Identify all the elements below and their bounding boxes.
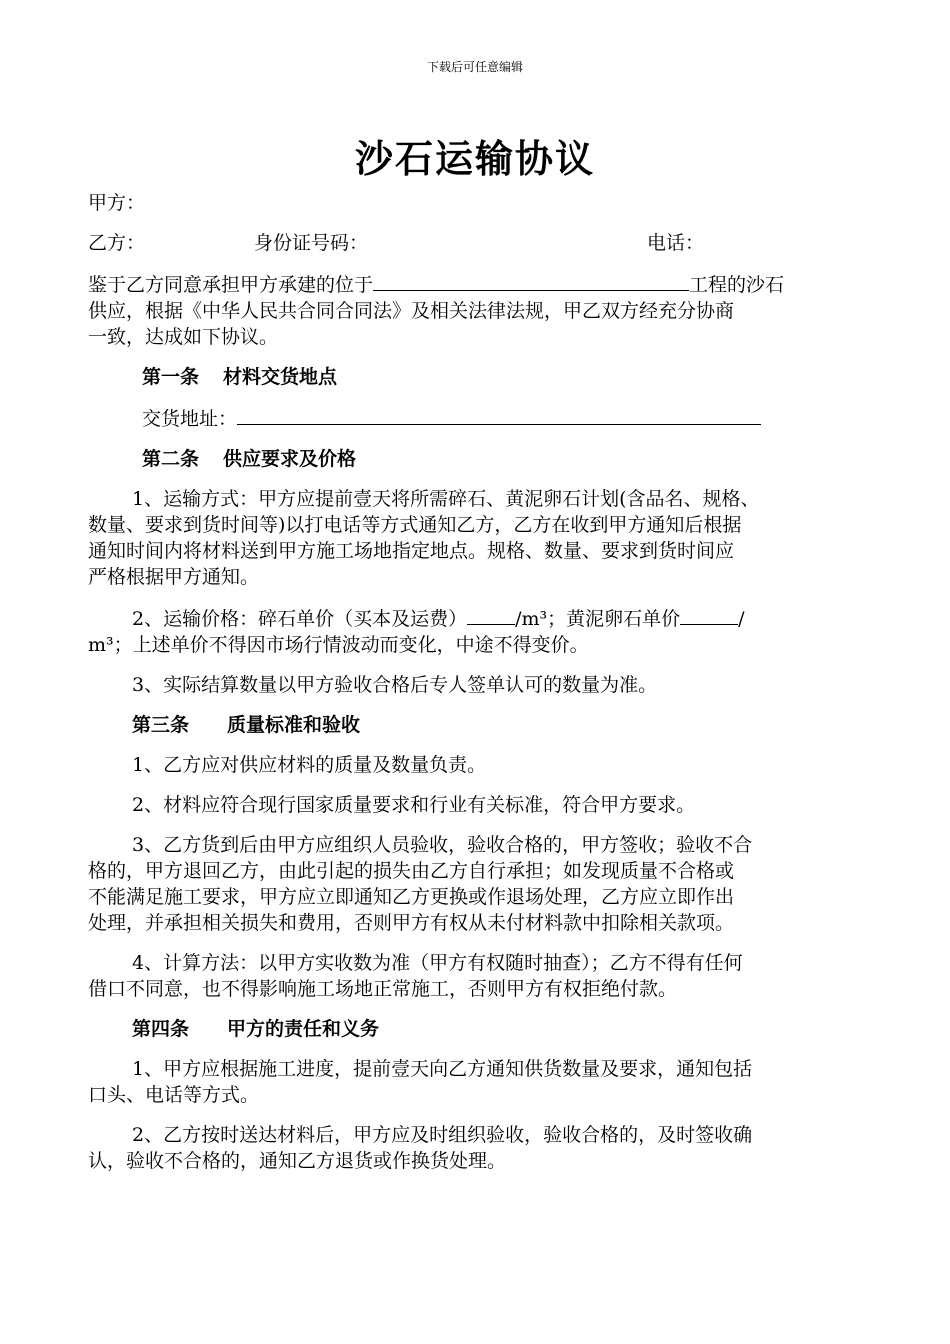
s3-p1: 1、乙方应对供应材料的质量及数量负责。 <box>132 754 487 776</box>
s2-p1-line-3: 通知时间内将材料送到甲方施工场地指定地点。规格、数量、要求到货时间应 <box>88 540 735 562</box>
s2-p3: 3、实际结算数量以甲方验收合格后专人签单认可的数量为准。 <box>132 674 658 696</box>
section-1-heading: 第一条 材料交货地点 <box>142 366 338 388</box>
s3-p3-line-3: 不能满足施工要求，甲方应立即通知乙方更换或作退场处理，乙方应立即作出 <box>88 886 735 908</box>
id-number-label: 身份证号码： <box>254 232 369 254</box>
phone-label: 电话： <box>647 232 705 254</box>
intro-line-3: 一致，达成如下协议。 <box>88 326 279 348</box>
s4-p1-line-2: 口头、电话等方式。 <box>88 1084 260 1106</box>
document-body <box>88 190 868 1174</box>
intro-line-2: 供应，根据《中华人民共合同合同法》及相关法律法规，甲乙双方经充分协商 <box>88 300 735 322</box>
s3-p2: 2、材料应符合现行国家质量要求和行业有关标准，符合甲方要求。 <box>132 794 696 816</box>
s4-p2-line-2: 认，验收不合格的，通知乙方退货或作换货处理。 <box>88 1150 507 1172</box>
page-header-note: 下载后可任意编辑 <box>426 60 523 74</box>
s2-p1-line-2: 数量、要求到货时间等)以打电话等方式通知乙方，乙方在收到甲方通知后根据 <box>88 514 742 536</box>
party-b-line <box>88 230 868 256</box>
s3-p4-line-2: 借口不同意，也不得影响施工场地正常施工，否则甲方有权拒绝付款。 <box>88 978 678 1000</box>
delivery-address-blank[interactable] <box>237 404 761 425</box>
party-a-line: 甲方： <box>88 192 146 214</box>
s3-p3-line-2: 格的，甲方退回乙方，由此引起的损失由乙方自行承担；如发现质量不合格或 <box>88 860 735 882</box>
delivery-address-line: 交货地址： <box>88 404 868 432</box>
s4-p2-line-1: 2、乙方按时送达材料后，甲方应及时组织验收，验收合格的，及时签收确 <box>132 1124 753 1146</box>
intro-line-1: 鉴于乙方同意承担甲方承建的位于 工程的沙石 <box>88 270 868 298</box>
s3-p3-line-1: 3、乙方货到后由甲方应组织人员验收，验收合格的，甲方签收；验收不合 <box>132 834 753 856</box>
section-3-heading: 第三条 质量标准和验收 <box>132 714 361 736</box>
gravel-price-blank[interactable] <box>467 604 515 625</box>
s3-p4-line-1: 4、计算方法：以甲方实收数为准（甲方有权随时抽查）；乙方不得有任何 <box>132 952 743 974</box>
document-title: 沙石运输协议 <box>354 136 595 181</box>
project-location-blank[interactable] <box>373 270 689 291</box>
pebble-price-blank[interactable] <box>680 604 738 625</box>
section-2-heading: 第二条 供应要求及价格 <box>142 448 357 470</box>
party-b-label: 乙方： <box>88 232 146 254</box>
s2-p1-line-1: 1、运输方式：甲方应提前壹天将所需碎石、黄泥卵石计划(含品名、规格、 <box>132 488 760 510</box>
s3-p3-line-4: 处理，并承担相关损失和费用，否则甲方有权从未付材料款中扣除相关款项。 <box>88 912 735 934</box>
section-4-heading: 第四条 甲方的责任和义务 <box>132 1018 380 1040</box>
s2-p2-line-2: m³；上述单价不得因市场行情波动而变化，中途不得变价。 <box>88 634 589 656</box>
s2-p2-line-1: 2、运输价格：碎石单价（买本及运费） /m³；黄泥卵石单价 / <box>88 604 868 632</box>
s2-p1-line-4: 严格根据甲方通知。 <box>88 566 260 588</box>
s4-p1-line-1: 1、甲方应根据施工进度，提前壹天向乙方通知供货数量及要求，通知包括 <box>132 1058 753 1080</box>
